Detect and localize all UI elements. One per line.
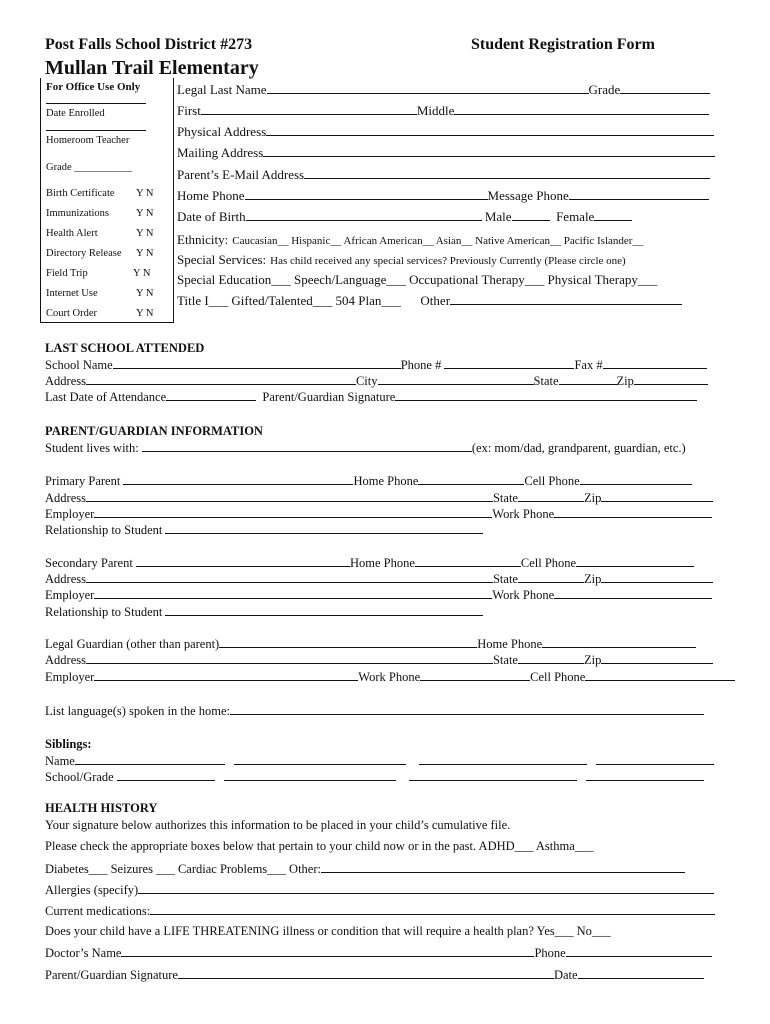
guardian-employer-field[interactable] bbox=[94, 669, 358, 681]
medications-field[interactable] bbox=[150, 903, 715, 915]
guardian-employer-row: Employer Work Phone Cell Phone bbox=[45, 669, 735, 685]
office-item-label: Directory Release bbox=[46, 248, 122, 259]
secondary-parent-row: Secondary Parent Home Phone Cell Phone bbox=[45, 555, 694, 571]
first-name-field[interactable] bbox=[201, 103, 417, 115]
parent-email-field[interactable] bbox=[304, 167, 710, 179]
secondary-relationship-row: Relationship to Student bbox=[45, 604, 483, 620]
office-item-yn: Y N bbox=[136, 188, 154, 199]
office-item-yn: Y N bbox=[136, 208, 154, 219]
guardian-name-field[interactable] bbox=[219, 636, 477, 648]
life-threatening-row: Does your child have a LIFE THREATENING illness or condition that will require a health plan? Yes___ No___ bbox=[45, 924, 611, 938]
primary-zip-field[interactable] bbox=[601, 490, 713, 502]
first-middle-row: First Middle bbox=[177, 103, 709, 119]
secondary-zip-field[interactable] bbox=[601, 571, 713, 583]
siblings-heading: Siblings: bbox=[45, 737, 92, 751]
home-phone-row: Home Phone Message Phone bbox=[177, 188, 709, 204]
school-address-field[interactable] bbox=[86, 373, 356, 385]
primary-employer-row: Employer Work Phone bbox=[45, 506, 712, 522]
school-zip-field[interactable] bbox=[634, 373, 708, 385]
health-heading: HEALTH HISTORY bbox=[45, 801, 158, 815]
doctor-phone-field[interactable] bbox=[566, 945, 712, 957]
secondary-cell-phone-field[interactable] bbox=[576, 555, 694, 567]
district-name: Post Falls School District #273 bbox=[45, 36, 253, 53]
languages-row: List language(s) spoken in the home: bbox=[45, 703, 704, 719]
office-item-label: Health Alert bbox=[46, 228, 98, 239]
school-city-field[interactable] bbox=[378, 373, 534, 385]
secondary-employer-row: Employer Work Phone bbox=[45, 587, 712, 603]
office-item-label: Court Order bbox=[46, 308, 98, 319]
other-condition-field[interactable] bbox=[321, 861, 685, 873]
secondary-employer-field[interactable] bbox=[94, 587, 492, 599]
special-services-row: Special Services: Has child received any special services? Previously Currently (Please circle one) bbox=[177, 252, 626, 267]
secondary-state-field[interactable] bbox=[518, 571, 584, 583]
guardian-address-field[interactable] bbox=[86, 652, 493, 664]
physical-address-field[interactable] bbox=[266, 124, 714, 136]
primary-relationship-row: Relationship to Student bbox=[45, 522, 483, 538]
school-fax-field[interactable] bbox=[603, 357, 707, 369]
primary-relationship-field[interactable] bbox=[165, 522, 483, 534]
physical-address-row: Physical Address bbox=[177, 124, 714, 140]
siblings-school-row: School/Grade bbox=[45, 769, 704, 785]
grade-field[interactable] bbox=[620, 82, 710, 94]
special-services-question: Has child received any special services? Previously Currently (Please circle one) bbox=[270, 255, 626, 267]
lives-with-field[interactable] bbox=[142, 440, 472, 452]
last-school-signature-field[interactable] bbox=[395, 389, 697, 401]
form-title: Student Registration Form bbox=[471, 36, 655, 53]
guardian-work-phone-field[interactable] bbox=[420, 669, 530, 681]
guardian-address-row: Address State Zip bbox=[45, 652, 713, 668]
primary-address-field[interactable] bbox=[86, 490, 493, 502]
allergies-field[interactable] bbox=[138, 882, 714, 894]
sibling-name-field-2[interactable] bbox=[234, 753, 406, 765]
office-item-label: Internet Use bbox=[46, 288, 98, 299]
siblings-name-row: Name bbox=[45, 753, 714, 769]
doctor-name-field[interactable] bbox=[121, 945, 534, 957]
legal-last-name-field[interactable] bbox=[267, 82, 589, 94]
guardian-home-phone-field[interactable] bbox=[542, 636, 696, 648]
last-school-heading: LAST SCHOOL ATTENDED bbox=[45, 341, 205, 355]
guardian-cell-phone-field[interactable] bbox=[585, 669, 735, 681]
office-item-label: Immunizations bbox=[46, 208, 109, 219]
health-date-field[interactable] bbox=[578, 967, 704, 979]
school-phone-field[interactable] bbox=[444, 357, 574, 369]
school-name-field[interactable] bbox=[113, 357, 401, 369]
last-school-address-row: Address City State Zip bbox=[45, 373, 708, 389]
primary-work-phone-field[interactable] bbox=[554, 506, 712, 518]
primary-employer-field[interactable] bbox=[94, 506, 492, 518]
last-school-name-row: School Name Phone # Fax # bbox=[45, 357, 707, 373]
primary-home-phone-field[interactable] bbox=[418, 473, 524, 485]
homeroom-label: Homeroom Teacher bbox=[46, 135, 130, 146]
sibling-school-field-1[interactable] bbox=[117, 769, 215, 781]
office-title: For Office Use Only bbox=[46, 81, 141, 93]
secondary-work-phone-field[interactable] bbox=[554, 587, 712, 599]
health-signature-row: Parent/Guardian Signature Date bbox=[45, 967, 704, 983]
middle-name-field[interactable] bbox=[454, 103, 709, 115]
title-row: Title I___ Gifted/Talented___ 504 Plan___ Other bbox=[177, 293, 682, 309]
office-item-yn: Y N bbox=[136, 228, 154, 239]
secondary-home-phone-field[interactable] bbox=[415, 555, 521, 567]
office-grade-label: Grade ___________ bbox=[46, 162, 133, 173]
male-field[interactable] bbox=[512, 209, 550, 221]
primary-parent-row: Primary Parent Home Phone Cell Phone bbox=[45, 473, 692, 489]
female-field[interactable] bbox=[594, 209, 632, 221]
dob-field[interactable] bbox=[246, 209, 482, 221]
sibling-name-field-4[interactable] bbox=[596, 753, 714, 765]
office-item-yn: Y N bbox=[133, 268, 151, 279]
office-item-yn: Y N bbox=[136, 288, 154, 299]
legal-last-name-row: Legal Last Name Grade bbox=[177, 82, 710, 98]
health-conditions-row: Diabetes___ Seizures ___ Cardiac Problems___ Other: bbox=[45, 861, 685, 877]
sibling-name-field-3[interactable] bbox=[419, 753, 587, 765]
email-row: Parent’s E-Mail Address bbox=[177, 167, 710, 183]
mailing-address-row: Mailing Address bbox=[177, 145, 715, 161]
mailing-address-field[interactable] bbox=[263, 145, 715, 157]
secondary-address-field[interactable] bbox=[86, 571, 493, 583]
last-date-row: Last Date of Attendance Parent/Guardian Signature bbox=[45, 389, 697, 405]
parent-heading: PARENT/GUARDIAN INFORMATION bbox=[45, 424, 263, 438]
date-enrolled-label: Date Enrolled bbox=[46, 108, 105, 119]
other-services-field[interactable] bbox=[450, 293, 682, 305]
office-item-label: Birth Certificate bbox=[46, 188, 115, 199]
sibling-name-field-1[interactable] bbox=[75, 753, 225, 765]
home-phone-field[interactable] bbox=[245, 188, 488, 200]
office-item-yn: Y N bbox=[136, 308, 154, 319]
ethnicity-options: Caucasian__ Hispanic__ African American__ Asian__ Native American__ Pacific Islander__ bbox=[232, 235, 644, 247]
languages-field[interactable] bbox=[230, 703, 704, 715]
primary-address-row: Address State Zip bbox=[45, 490, 713, 506]
health-check-row: Please check the appropriate boxes below that pertain to your child now or in the past. ADHD___ Asthma___ bbox=[45, 839, 594, 853]
sibling-school-field-3[interactable] bbox=[409, 769, 577, 781]
guardian-row: Legal Guardian (other than parent) Home Phone bbox=[45, 636, 696, 652]
secondary-parent-field[interactable] bbox=[136, 555, 350, 567]
office-use-box bbox=[40, 78, 174, 323]
guardian-zip-field[interactable] bbox=[601, 652, 713, 664]
secondary-relationship-field[interactable] bbox=[165, 604, 483, 616]
health-signature-field[interactable] bbox=[178, 967, 554, 979]
allergies-row: Allergies (specify) bbox=[45, 882, 714, 898]
primary-parent-field[interactable] bbox=[123, 473, 353, 485]
medications-row: Current medications: bbox=[45, 903, 715, 919]
last-date-field[interactable] bbox=[166, 389, 256, 401]
primary-cell-phone-field[interactable] bbox=[580, 473, 692, 485]
health-authorize-text: Your signature below authorizes this information to be placed in your child’s cumulative file. bbox=[45, 818, 511, 832]
primary-state-field[interactable] bbox=[518, 490, 584, 502]
school-name: Mullan Trail Elementary bbox=[45, 57, 259, 79]
dob-row: Date of Birth Male Female bbox=[177, 209, 632, 225]
doctor-row: Doctor’s Name Phone bbox=[45, 945, 712, 961]
ethnicity-row: Ethnicity: Caucasian__ Hispanic__ African American__ Asian__ Native American__ Pacific Islander__ bbox=[177, 232, 644, 247]
secondary-address-row: Address State Zip bbox=[45, 571, 713, 587]
guardian-state-field[interactable] bbox=[518, 652, 584, 664]
sibling-school-field-4[interactable] bbox=[586, 769, 704, 781]
office-item-label: Field Trip bbox=[46, 268, 88, 279]
lives-with-row: Student lives with: (ex: mom/dad, grandparent, guardian, etc.) bbox=[45, 441, 686, 455]
school-state-field[interactable] bbox=[559, 373, 617, 385]
office-item-yn: Y N bbox=[136, 248, 154, 259]
message-phone-field[interactable] bbox=[569, 188, 709, 200]
sibling-school-field-2[interactable] bbox=[224, 769, 396, 781]
special-ed-row: Special Education___ Speech/Language___ Occupational Therapy___ Physical Therapy___ bbox=[177, 272, 658, 287]
